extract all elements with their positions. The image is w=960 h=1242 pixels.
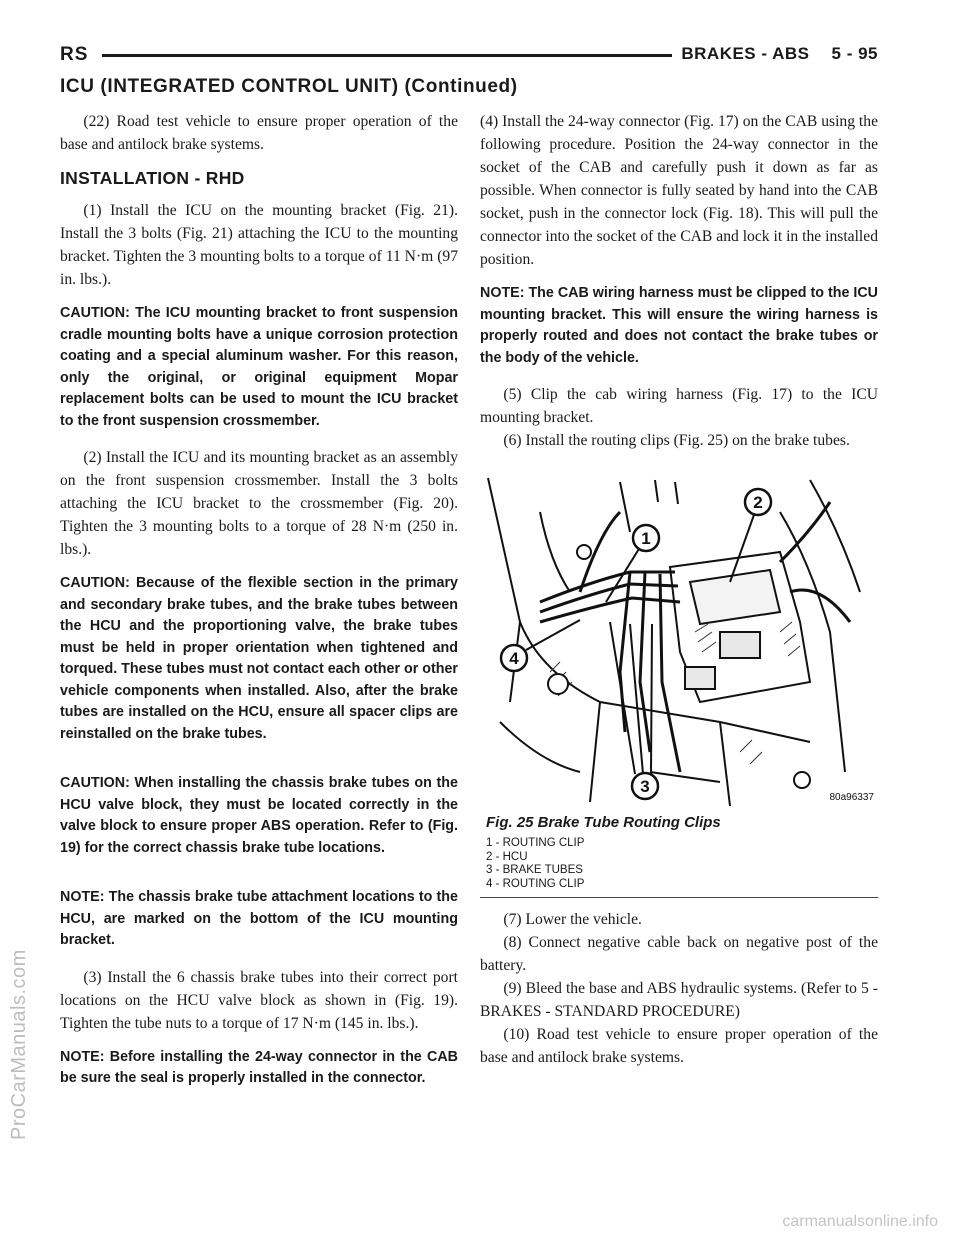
header-page-number: 5 - 95 xyxy=(831,44,878,63)
note-wiring-harness: NOTE: The CAB wiring harness must be clipped to the ICU mounting bracket. This will ensure the wiring harness is properly routed and does not contact the brake tubes or the body of the vehicle. xyxy=(480,285,878,366)
legend-item: 1 - ROUTING CLIP xyxy=(486,837,585,849)
step-10: (10) Road test vehicle to ensure proper operation of the base and antilock brake systems. xyxy=(480,1026,878,1066)
legend-item: 2 - HCU xyxy=(486,850,528,863)
step-7: (7) Lower the vehicle. xyxy=(503,911,642,928)
callout-1-label: 1 xyxy=(641,529,651,548)
caution-brake-tube-orientation: CAUTION: Because of the flexible section in the primary and secondary brake tubes, and the brake tubes between the HCU and the proportioning valve, the brake tubes must be held in proper orientation when tightened and torqued. These tubes must not contact each other or other vehicle components when installed. Also, after the brake tubes are installed on the HCU, ensure all spacer clips are reinstalled on the brake tubes. xyxy=(60,575,458,742)
header-chapter-title: BRAKES - ABS xyxy=(681,44,810,63)
page-header xyxy=(60,44,878,68)
step-8: (8) Connect negative cable back on negative post of the battery. xyxy=(480,934,878,974)
callout-2-label: 2 xyxy=(753,493,763,512)
left-column xyxy=(60,110,458,1090)
footer-watermark: carmanualsonline.info xyxy=(782,1213,938,1230)
figure-25 xyxy=(480,472,878,898)
right-column xyxy=(480,110,878,1069)
callout-3-label: 3 xyxy=(640,777,650,796)
step-3: (3) Install the 6 chassis brake tubes into their correct port locations on the HCU valve block as shown in (Fig. 19). Tighten the tube nuts to a torque of 17 N·m (145 in. lbs.). xyxy=(60,968,458,1032)
caution-chassis-tubes: CAUTION: When installing the chassis brake tubes on the HCU valve block, they must be located correctly in the valve block to ensure proper ABS operation. Refer to (Fig. 19) for the correct chassis brake tube locations. xyxy=(60,775,458,856)
note-tube-locations: NOTE: The chassis brake tube attachment locations to the HCU, are marked on the bottom of the ICU mounting bracket. xyxy=(60,889,458,948)
figure-caption: Fig. 25 Brake Tube Routing Clips xyxy=(486,814,721,831)
step-5: (5) Clip the cab wiring harness (Fig. 17) to the ICU mounting bracket. xyxy=(480,386,878,426)
step-6: (6) Install the routing clips (Fig. 25) on the brake tubes. xyxy=(503,432,850,449)
step-9: (9) Bleed the base and ABS hydraulic systems. (Refer to 5 - BRAKES - STANDARD PROCEDURE) xyxy=(480,980,878,1020)
step-4: (4) Install the 24-way connector (Fig. 17) on the CAB using the following procedure. Position the 24-way connector in the socket of the CAB and carefully push it down as far as possible. When connector is fully seated by hand into the CAB socket, push in the connector lock (Fig. 18). This will pull the connector into the socket of the CAB and lock it in the installed position. xyxy=(480,113,878,268)
callout-4-label: 4 xyxy=(509,649,519,668)
header-section-code: RS xyxy=(60,44,89,65)
note-connector-seal: NOTE: Before installing the 24-way connector in the CAB be sure the seal is properly installed in the connector. xyxy=(60,1048,458,1086)
caution-bolts: CAUTION: The ICU mounting bracket to front suspension cradle mounting bolts have a unique corrosion protection coating and a special aluminum washer. For this reason, only the original, or original equipment Mopar replacement bolts can be used to mount the ICU bracket to the front suspension crossmember. xyxy=(60,305,458,429)
installation-rhd-heading: INSTALLATION - RHD xyxy=(60,168,245,188)
step-2: (2) Install the ICU and its mounting bracket as an assembly on the front suspension crossmember. Install the 3 bolts attaching the ICU bracket to the crossmember (Fig. 20). Tighten the 3 mounting bolts to a torque of 28 N·m (250 in. lbs.). xyxy=(60,449,458,558)
legend-item: 3 - BRAKE TUBES xyxy=(486,864,583,876)
section-subheader: ICU (INTEGRATED CONTROL UNIT) (Continued) xyxy=(60,76,518,97)
step-1: (1) Install the ICU on the mounting bracket (Fig. 21). Install the 3 bolts (Fig. 21) attaching the ICU to the mounting bracket. Tighten the 3 mounting bolts to a torque of 11 N·m (97 in. lbs.). xyxy=(60,202,458,288)
figure-code: 80a96337 xyxy=(829,792,874,803)
figure-legend xyxy=(486,837,878,891)
brake-tube-routing-illustration xyxy=(480,472,878,806)
step-22: (22) Road test vehicle to ensure proper operation of the base and antilock brake systems. xyxy=(60,113,458,153)
side-watermark: ProCarManuals.com xyxy=(8,949,30,1140)
legend-item: 4 - ROUTING CLIP xyxy=(486,877,585,890)
header-chapter xyxy=(681,44,878,64)
header-rule xyxy=(102,54,672,57)
